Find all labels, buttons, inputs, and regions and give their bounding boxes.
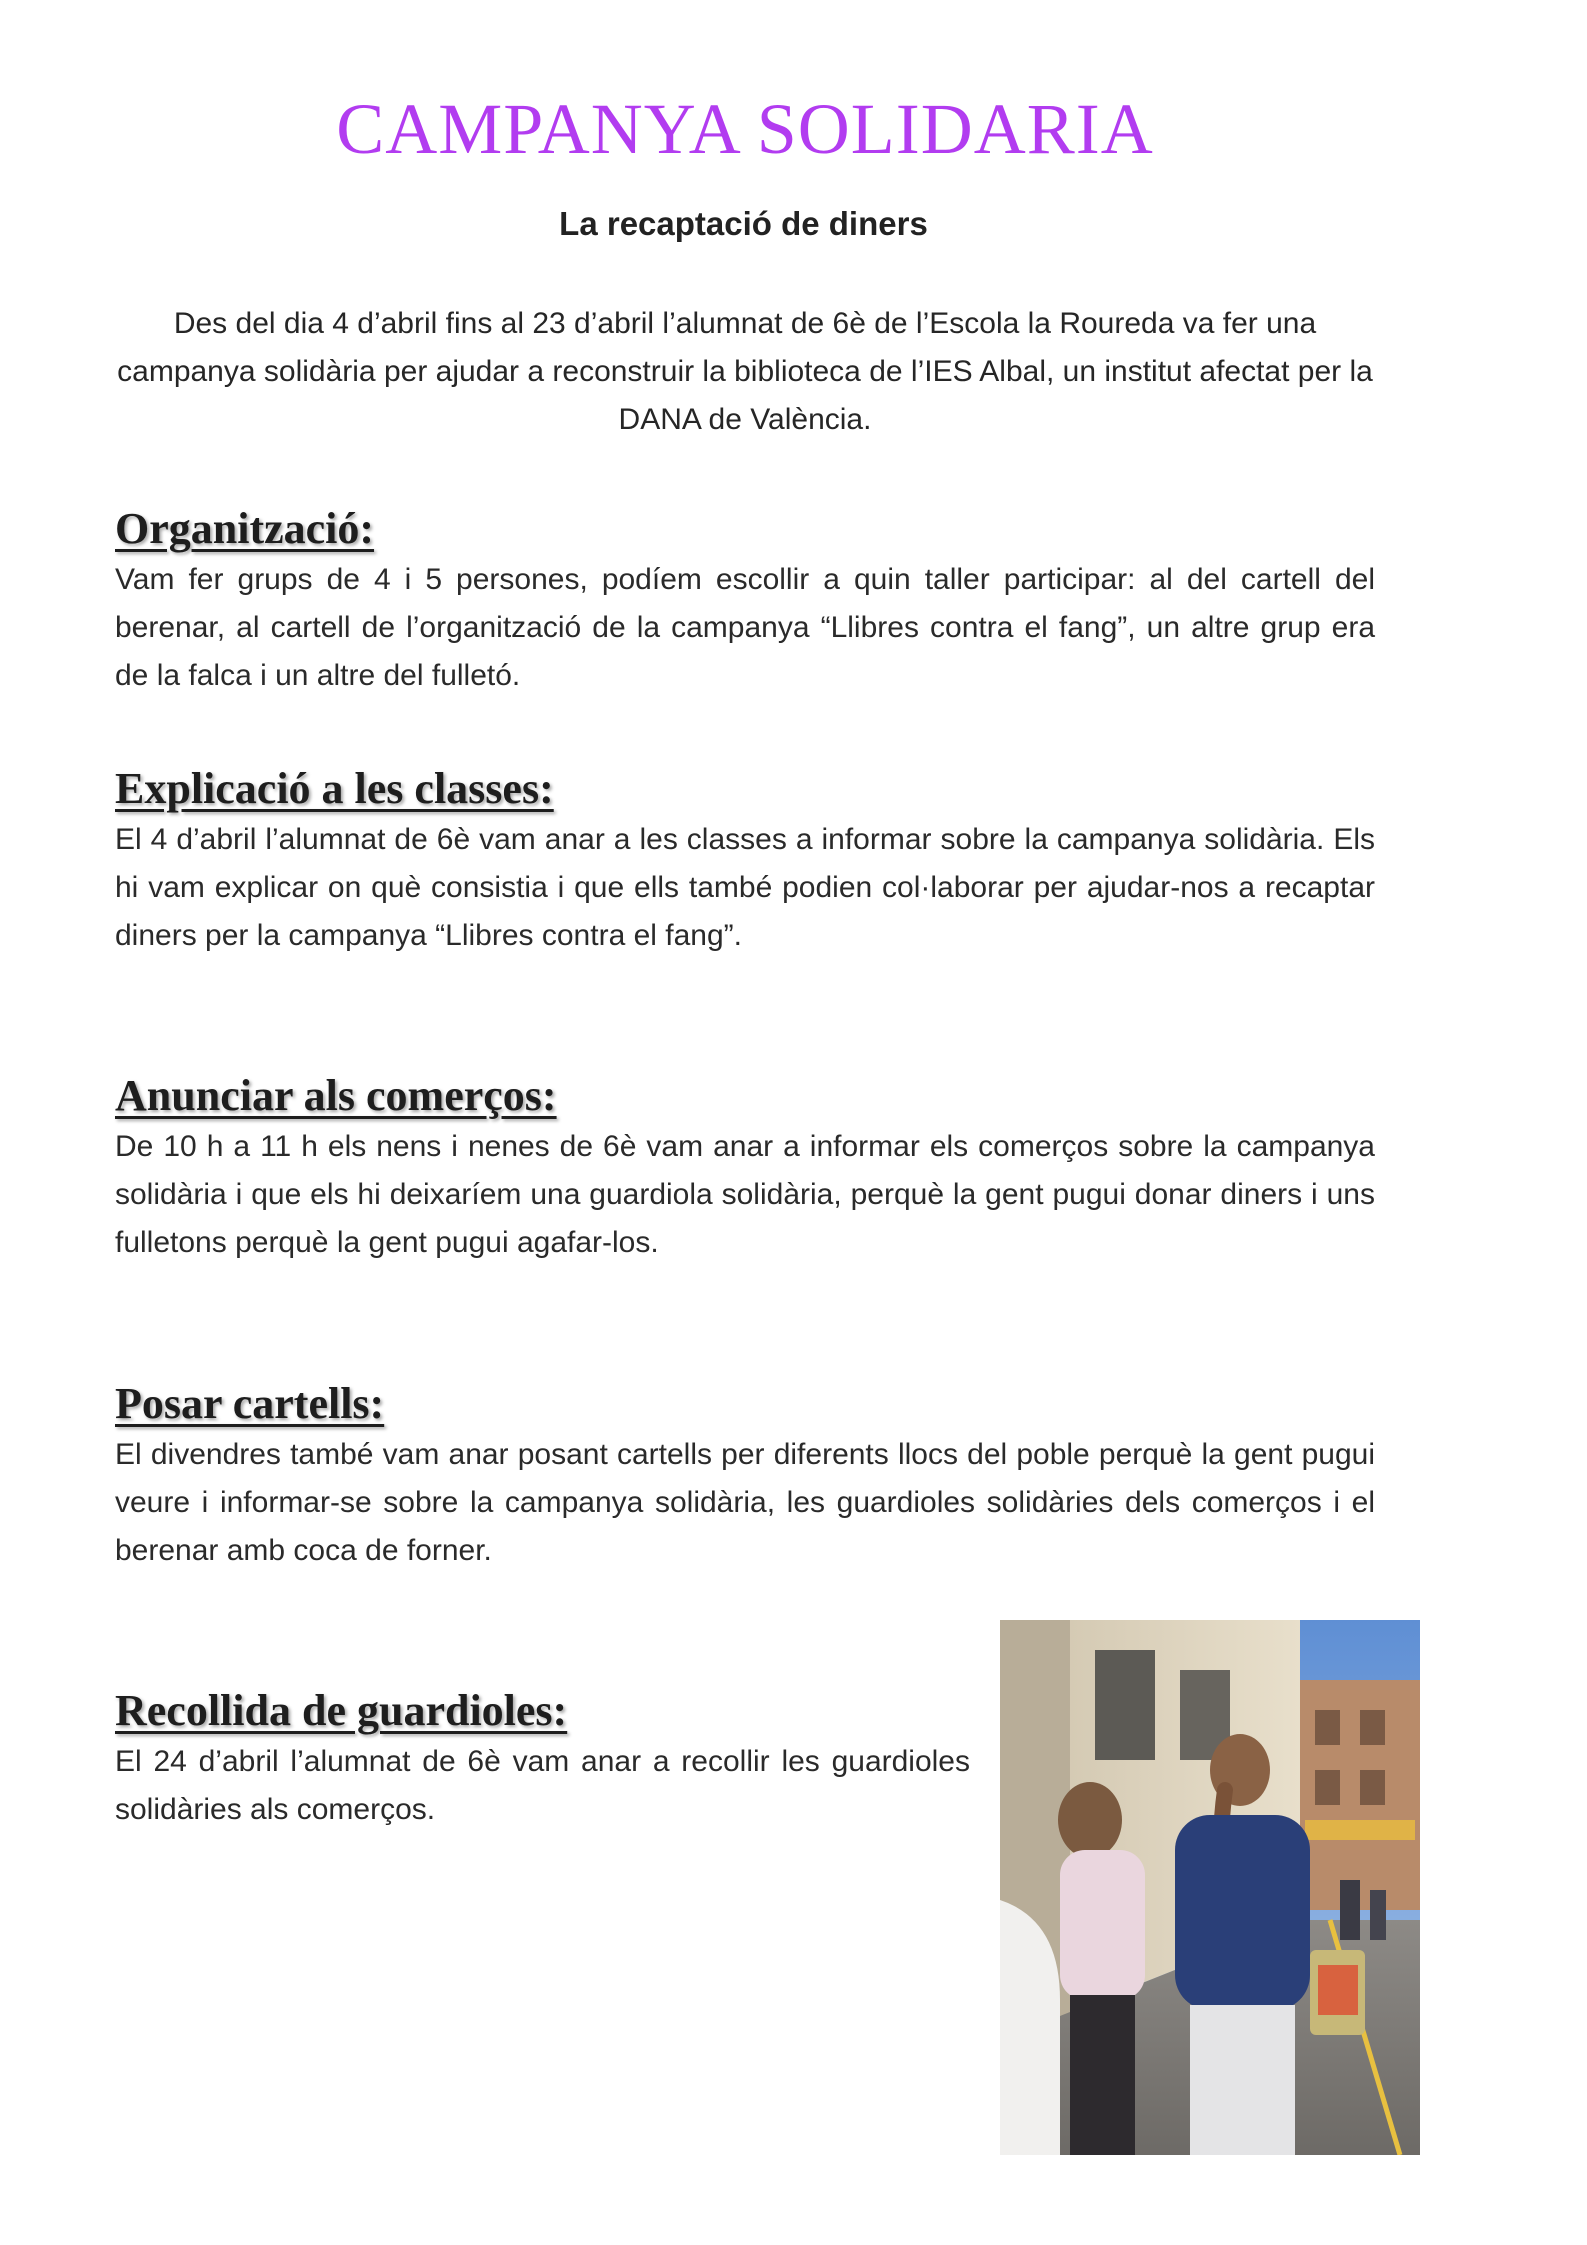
section-body: Vam fer grups de 4 i 5 persones, podíem escollir a quin taller participar: al del cartell del berenar, al cartell de l’organització de la campanya “Llibres contra el fang”, un altre grup era de la falca i un altre del fulletó. — [115, 563, 1375, 692]
section-anunciar — [115, 1070, 1375, 1267]
section-heading: Anunciar als comerços: — [115, 1071, 557, 1120]
page-subtitle: La recaptació de diners — [559, 205, 928, 242]
intro-paragraph: Des del dia 4 d’abril fins al 23 d’abril l’alumnat de 6è de l’Escola la Roureda va fer una campanya solidària per ajudar a reconstruir la biblioteca de l’IES Albal, un institut afectat per la DANA de València. — [117, 307, 1373, 436]
section-explicacio — [115, 763, 1375, 960]
street-photo — [1000, 1620, 1420, 2155]
section-heading: Explicació a les classes: — [115, 764, 554, 813]
section-heading: Posar cartells: — [115, 1379, 385, 1428]
section-body: El 4 d’abril l’alumnat de 6è vam anar a les classes a informar sobre la campanya solidària. Els hi vam explicar on què consistia i que ells també podien col·laborar per ajudar-nos a recaptar diners per la campanya “Llibres contra el fang”. — [115, 823, 1375, 952]
section-posar-cartells — [115, 1378, 1375, 1575]
section-body: El 24 d’abril l’alumnat de 6è vam anar a recollir les guardioles solidàries als comerços. — [115, 1745, 970, 1826]
section-body: El divendres també vam anar posant cartells per diferents llocs del poble perquè la gent pugui veure i informar-se sobre la campanya solidària, les guardioles solidàries dels comerços i el berenar amb coca de forner. — [115, 1438, 1375, 1567]
section-body: De 10 h a 11 h els nens i nenes de 6è vam anar a informar els comerços sobre la campanya solidària i que els hi deixaríem una guardiola solidària, perquè la gent pugui donar diners i uns fulletons perquè la gent pugui agafar-los. — [115, 1130, 1375, 1259]
page-title: CAMPANYA SOLIDARIA — [336, 89, 1154, 169]
section-heading: Recollida de guardioles: — [115, 1686, 568, 1735]
section-heading: Organització: — [115, 504, 375, 553]
section-recollida — [115, 1685, 970, 1834]
section-organitzacio — [115, 503, 1375, 700]
